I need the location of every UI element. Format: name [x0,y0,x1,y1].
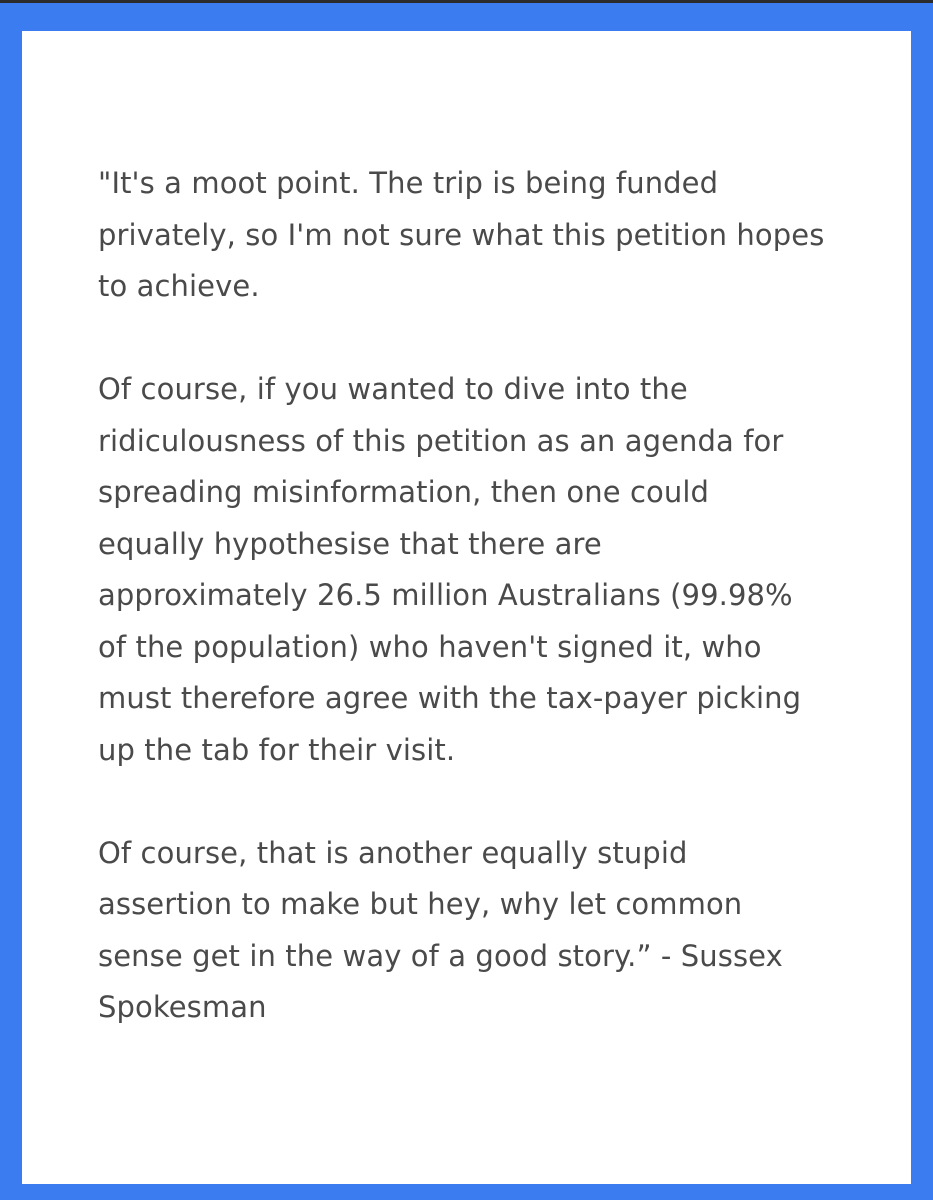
quote-line: must therefore agree with the tax-payer picking [98,681,802,715]
quote-line: Of course, if you wanted to dive into the [98,372,688,406]
quote-line: approximately 26.5 million Australians (99.98% [98,578,793,612]
quote-line: to achieve. [98,269,260,303]
quote-line: ridiculousness of this petition as an agenda for [98,423,784,458]
quote-line: of the population) who haven't signed it, who [98,629,762,664]
quote-line: Of course, that is another equally stupid [98,835,688,870]
quote-line: up the tab for their visit. [98,732,456,767]
quote-line: assertion to make but hey, why let common [98,887,743,921]
quote-line: spreading misinformation, then one could [98,475,710,509]
quote-paragraph-1 [98,158,858,313]
top-edge-bar [0,0,933,3]
quote-card [22,31,911,1184]
quote-line: equally hypothesise that there are [98,526,602,561]
quote-text [98,158,858,1085]
quote-line: "It's a moot point. The trip is being funded [98,166,719,200]
quote-line: sense get in the way of a good story.” - Sussex [98,938,783,973]
quote-paragraph-2 [98,364,858,776]
quote-paragraph-3 [98,828,858,1034]
quote-line: privately, so I'm not sure what this petition hopes [98,217,825,252]
quote-attribution-line: Spokesman [98,990,267,1024]
